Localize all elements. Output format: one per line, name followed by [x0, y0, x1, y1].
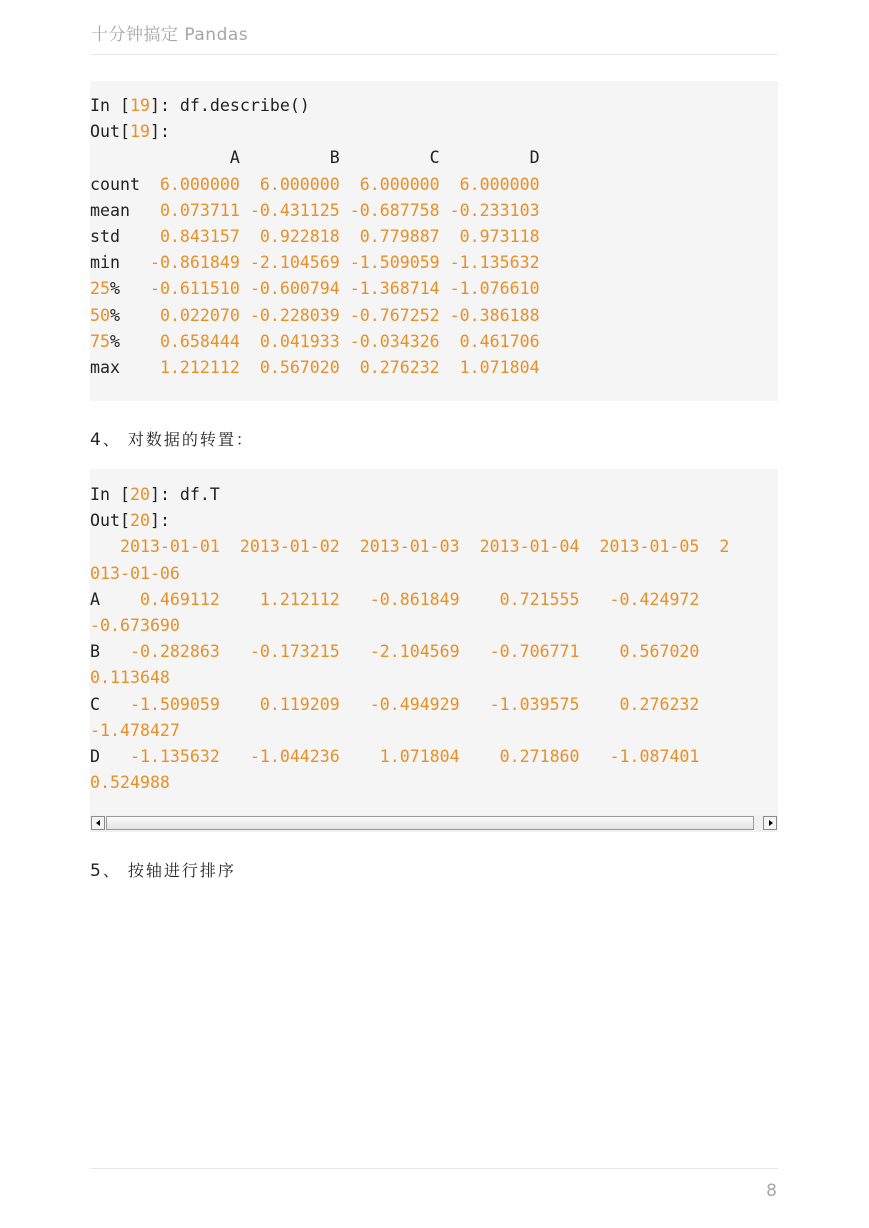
- table-row: [90, 590, 778, 616]
- column-header: A B C D: [90, 148, 540, 168]
- section-text: 、 对数据的转置：: [102, 430, 254, 449]
- output-number: 19: [129, 122, 150, 142]
- row-label: B: [90, 642, 100, 662]
- input-code: ]: df.describe(): [149, 96, 310, 115]
- input-number: 19: [129, 96, 150, 115]
- table-row: [90, 279, 778, 305]
- output-suffix: ]:: [149, 122, 170, 142]
- row-label: std: [90, 226, 120, 246]
- row-label: min: [90, 253, 120, 273]
- output-suffix: ]:: [149, 511, 170, 531]
- table-row: [90, 175, 778, 201]
- row-label: max: [90, 357, 120, 377]
- code-block-transpose: [90, 469, 778, 815]
- row-pct: 25: [90, 279, 110, 299]
- row-label: C: [90, 694, 100, 714]
- row-values: 0.843157 0.922818 0.779887 0.973118: [119, 226, 540, 246]
- row-values: 1.212112 0.567020 0.276232 1.071804: [119, 357, 540, 377]
- table-row: [90, 642, 778, 668]
- row-wrap: 0.113648: [90, 668, 170, 688]
- output-prompt: Out[: [90, 511, 130, 531]
- row-wrap: -0.673690: [90, 615, 180, 635]
- scroll-thumb[interactable]: [106, 816, 754, 830]
- output-line: [90, 511, 778, 537]
- table-row: [90, 747, 778, 773]
- input-code: ]: df.T: [149, 485, 220, 504]
- output-line: [90, 122, 778, 148]
- scroll-track[interactable]: [106, 816, 754, 830]
- row-label: D: [90, 746, 100, 766]
- row-values: 0.469112 1.212112 -0.861849 0.721555 -0.424972: [100, 589, 700, 609]
- date-header: 2013-01-01 2013-01-02 2013-01-03 2013-01-04 2013-01-05 2: [90, 537, 730, 557]
- page-number: 8: [766, 1181, 777, 1201]
- row-values: 0.658444 0.041933 -0.034326 0.461706: [119, 331, 540, 351]
- output-prompt: Out[: [90, 122, 130, 142]
- row-values: 6.000000 6.000000 6.000000 6.000000: [139, 174, 540, 194]
- row-values: 0.073711 -0.431125 -0.687758 -0.233103: [129, 200, 540, 220]
- row-pct: 50: [90, 305, 110, 325]
- row-values: -0.611510 -0.600794 -1.368714 -1.076610: [119, 279, 540, 299]
- row-wrap: -1.478427: [90, 720, 180, 740]
- row-wrap: 0.524988: [90, 773, 170, 793]
- row-values: 0.022070 -0.228039 -0.767252 -0.386188: [119, 305, 540, 325]
- row-pct-sign: %: [109, 331, 120, 351]
- row-label: count: [90, 174, 140, 194]
- arrow-right-icon: [769, 820, 773, 826]
- table-row: [90, 306, 778, 332]
- row-values: -0.861849 -2.104569 -1.509059 -1.135632: [119, 253, 540, 273]
- table-row: [90, 332, 778, 358]
- section-heading-transpose: [90, 427, 254, 450]
- section-text: 、 按轴进行排序: [102, 861, 236, 880]
- row-pct: 75: [90, 331, 110, 351]
- input-number: 20: [129, 485, 150, 504]
- input-line: [90, 96, 778, 122]
- table-row: [90, 358, 778, 384]
- header-title: 十分钟搞定 Pandas: [91, 25, 249, 45]
- row-values: -1.509059 0.119209 -0.494929 -1.039575 0.276232: [100, 694, 700, 714]
- output-number: 20: [129, 511, 150, 531]
- table-row: [90, 695, 778, 721]
- section-number: 4: [90, 430, 101, 450]
- row-pct-sign: %: [109, 279, 120, 299]
- input-prompt: In [: [90, 485, 130, 504]
- scroll-right-button[interactable]: [763, 816, 777, 830]
- table-row: [90, 227, 778, 253]
- section-number: 5: [90, 861, 101, 881]
- section-heading-sort: [90, 858, 236, 881]
- row-label: A: [90, 589, 100, 609]
- row-label: mean: [90, 200, 130, 220]
- scroll-left-button[interactable]: [91, 816, 105, 830]
- date-header-wrap: 013-01-06: [90, 563, 180, 583]
- horizontal-scrollbar[interactable]: [90, 815, 778, 832]
- table-row: [90, 253, 778, 279]
- arrow-left-icon: [96, 820, 100, 826]
- row-values: -0.282863 -0.173215 -2.104569 -0.706771 0.567020: [100, 642, 700, 662]
- input-line: [90, 485, 778, 511]
- code-block-describe: [90, 81, 778, 401]
- input-prompt: In [: [90, 96, 130, 115]
- row-values: -1.135632 -1.044236 1.071804 0.271860 -1.087401: [100, 746, 700, 766]
- page-footer: [90, 1168, 778, 1201]
- page-header: [90, 18, 778, 55]
- table-row: [90, 201, 778, 227]
- row-pct-sign: %: [109, 305, 120, 325]
